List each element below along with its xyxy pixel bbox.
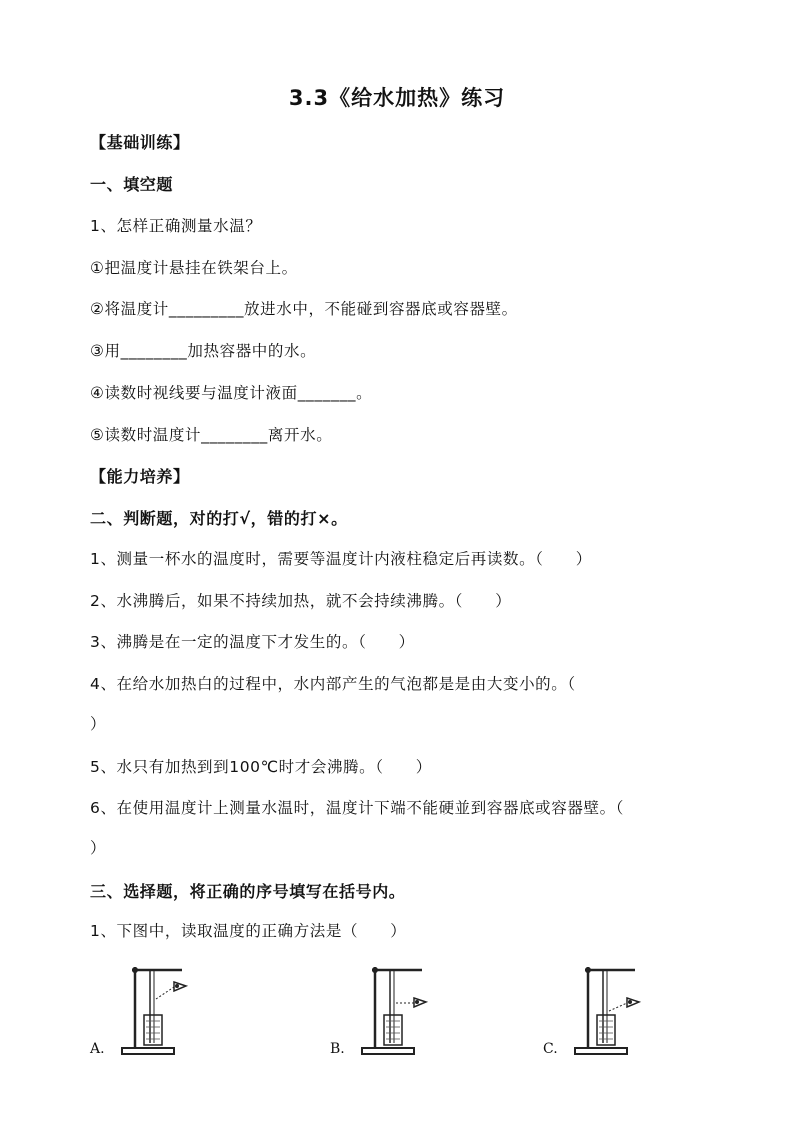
tf-item-2: 2、水沸腾后，如果不持续加热，就不会持续沸腾。（ ）	[90, 592, 512, 610]
tf-item-4: 4、在给水加热白的过程中，水内部产生的气泡都是是由大变小的。（	[90, 675, 576, 693]
section-heading-basic: 【基础训练】	[90, 133, 190, 152]
step-2: ②将温度计_________放进水中，不能碰到容器底或容器壁。	[90, 300, 518, 318]
step-1: ①把温度计悬挂在铁架台上。	[90, 259, 298, 277]
option-a-figure	[90, 955, 210, 1063]
option-c-figure	[543, 955, 663, 1063]
step-5: ⑤读数时温度计________离开水。	[90, 426, 333, 444]
step-4: ④读数时视线要与温度计液面_______。	[90, 384, 373, 402]
option-c-label: C.	[543, 1041, 558, 1057]
section-heading-ability: 【能力培养】	[90, 467, 190, 486]
tf-item-6: 6、在使用温度计上测量水温时，温度计下端不能硬並到容器底或容器壁。（	[90, 799, 625, 817]
thermometer-setup-a-icon	[120, 955, 210, 1063]
option-a-label: A.	[90, 1041, 105, 1057]
question-1: 1、怎样正确测量水温？	[90, 217, 262, 235]
tf-item-4-cont: ）	[90, 715, 107, 733]
page-title: 3.3《给水加热》练习	[288, 86, 506, 110]
tf-item-3: 3、沸腾是在一定的温度下才发生的。（ ）	[90, 633, 415, 651]
part-true-false: 二、判断题，对的打√，错的打×。	[90, 509, 348, 528]
part-fill-in-blank: 一、填空题	[90, 175, 174, 194]
choice-question-1: 1、下图中，读取温度的正确方法是（ ）	[90, 922, 407, 940]
thermometer-setup-c-icon	[573, 955, 663, 1063]
thermometer-setup-b-icon	[360, 955, 450, 1063]
option-b-figure	[330, 955, 450, 1063]
option-b-label: B.	[330, 1041, 345, 1057]
part-choice: 三、选择题，将正确的序号填写在括号内。	[90, 882, 406, 901]
tf-item-5: 5、水只有加热到到100℃时才会沸腾。（ ）	[90, 758, 432, 776]
tf-item-6-cont: ）	[90, 839, 107, 857]
tf-item-1: 1、测量一杯水的温度时，需要等温度计内液柱稳定后再读数。（ ）	[90, 550, 592, 568]
step-3: ③用________加热容器中的水。	[90, 342, 317, 360]
